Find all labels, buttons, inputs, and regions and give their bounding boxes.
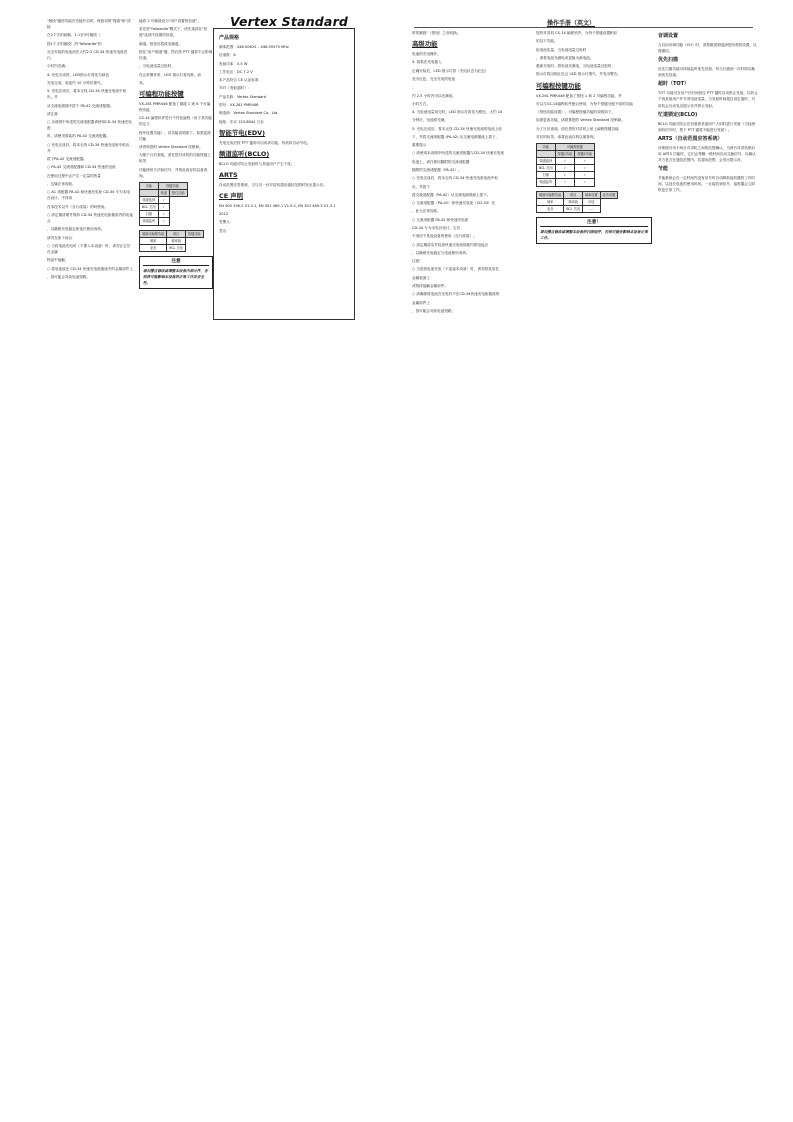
right-key-function-table [536,143,595,187]
table-header-cell: 项目 [167,230,186,237]
key-function-table [139,182,188,226]
feature-text: 优先扫描功能可持续监听优先信道，每当扫描到一次时即切换到优先信道。 [658,67,756,78]
paragraph: 低电池电量，当电池电量过低时 [536,47,587,52]
right-col2-paragraphs [536,30,652,78]
paragraph: TOT（发射超时）： [219,86,252,91]
paragraph: 在正常操作时，LED 指示灯将闪烁，而 [139,72,202,77]
table-cell: 可选 [582,198,600,205]
channel-program-table [139,230,204,252]
table-header-cell: 按键功能 [158,182,187,189]
paragraph: 工作电压：DC 7.2 V [219,69,253,74]
paragraph: ，当电池电量过低时， [139,64,175,69]
paragraph: 注意！ [412,259,423,264]
paragraph: 拔下PA-42 交流适配器。 [47,157,88,162]
paragraph: 金属表面上 [412,275,430,280]
table-header-cell: 按键1功能 [555,151,575,158]
table-cell: 频率值 [167,237,186,244]
paragraph: 发射功率：0.5 W [219,61,248,66]
feature-heading: 音调设置 [658,33,679,39]
paragraph: 变为红色，完全充电的电池 [412,76,456,81]
feature-heading: 优先扫描 [658,57,679,64]
paragraph: 您的对讲机 CS-14 编程软件，为每个按键设置相应 [536,31,618,35]
table-cell: 频率值 [564,198,583,205]
feature-text: BCLO 功能可防止在信道被其他用户占用时进行发射（当检测到有信号时，按下 PTT 键将不能进行发射）。 [658,121,756,132]
paragraph: 请注意： [47,111,62,116]
feature-text: EN 300 296-2 V1.3.1, EN 301 489-1 V1.9.2, EN 301 489-5 V1.3.1 [219,203,336,208]
paragraph: 本产品符合 CE 认证标准 [219,78,259,83]
paragraph: ○ 当将电池充电时（不要入本设备）时，请勿让它们在金属 [47,243,131,254]
paragraph: 指示灯将闪烁红色且 LED 指示灯熄灭，并发出警告。 [536,72,621,77]
paragraph: ○ 请定期清洁并检查快速充电座插座内的电接点 [412,242,489,247]
feature-text: BCLO 功能可防止发射时与其他用户产生干扰。 [219,161,295,166]
paragraph: 在2个字的间隔，1.1至3号频段（ [47,33,101,38]
table-header-cell [537,151,556,158]
notice-box [139,256,213,289]
table-header-cell: 按住功能 [169,190,187,197]
section-title-programmable-buttons: 可编程按键功能 [536,81,581,90]
paragraph: ○ 请使用本说明中所述的交流适配器与CD-34 快速充电座 [412,151,505,156]
table-cell: BCL 关闭 [140,204,159,211]
right-column-2 [536,30,652,248]
right-col1-paragraphs [412,51,530,314]
signature-label: 签名： [219,228,230,233]
table-cell: 扫描 [140,211,159,218]
table-row [140,237,204,244]
table-row [537,198,618,205]
vertex-standard-logo: Vertex Standard [230,14,349,29]
spec-title: 产品规格 [219,35,240,41]
table-cell: BCL 关闭 [537,165,556,172]
paragraph: 频道。按扭后将改变频道。 [139,41,183,46]
table-cell: ✓ [555,165,575,172]
spec-paragraphs [219,44,349,125]
table-header-cell: 按键2功能 [575,151,595,158]
table-cell: 频率 [537,198,564,205]
table-header-cell [140,190,159,197]
paragraph: ，以确保充电稳定和延长使用寿命。 [47,227,105,232]
table-cell: BCL 关闭 [564,205,583,212]
paragraph: 从交流电源插中拔下 PA-42 交流适配器。 [47,103,114,108]
paragraph: 在使用过程中会产生一定量的热量 [47,173,101,178]
feature-text: 当启用音调功能（CH）时，请按照说明选择您所需的设置，以便通话。 [658,43,757,54]
left-column-1 [47,18,133,282]
paragraph: 3. 如果在充电插入 [412,60,442,65]
paragraph: 信道数：8 [219,53,236,58]
notice-body: 请勿擅自修改或调整本设备内部元件，否则将可能影响本设备的正常工作及安全性。 [143,268,208,286]
table-cell: 频道选择 [140,197,159,204]
paragraph: 重新充电时，将电池充满电，当电池电量过低时， [536,64,616,69]
right-notice-title: 注意！ [540,220,648,227]
paragraph: 功能使用方法和信号，并将此表存档以备查询。 [139,167,208,178]
paragraph: 产品名称：Vertex Standard [219,94,267,99]
right-page-title: 操作手册（英文） [547,20,596,27]
paragraph: 将交流适配器（PA-42）从交流电源插座上拔下。 [412,192,491,197]
table-header-cell: 按键功能 [185,230,203,237]
paragraph: 4. 当电池电量用完时，LED 指示灯将变为橙色，大约 10 [412,110,503,115]
paragraph: ，这属正常现象。 [47,181,76,186]
section-title-advanced: 高级功能 [412,40,438,49]
paragraph: 能将 2 号频道设为"用户设置的信道"。 [139,19,201,23]
table-cell: 频道选择 [537,158,556,165]
paragraph: 正确安装后，LED 指示灯将（充电状态为红色） [412,68,489,73]
paragraph: 时，请使用原装的 PA-42 交流适配器。 [47,134,110,139]
paragraph: ○ 交流适配器（PA-42）和快速充电座（CD-34）在 [412,201,496,206]
table-row [537,165,595,172]
paragraph: ，因可能会导致电池短路。 [47,274,91,279]
paragraph: ○ AC 适配器 PA-42 和快速充电座 CD-34 专为本电台设计，不得用 [47,190,130,201]
table-cell: ✓ [555,172,575,179]
paragraph: 充电完成，电池约 10 分钟后熄灭。 [47,80,105,85]
paragraph: 金属部件上 [412,300,430,305]
table-row [537,179,595,186]
table-header-cell: 可编程按键 [555,144,595,151]
feature-text: 充电完成后按 PTT 键即可启用该功能，待机时自动节电。 [219,140,311,145]
paragraph: 5. 充电完成后，将本无线 CD-34 快速充电座的电池上取 [412,126,502,131]
paragraph: 5. 充电完成后，将本无线 CD-34 快速充电座中取出，并 [47,89,127,100]
paragraph: 按1个字的频段）的"fallowrite"的 [47,41,102,46]
paragraph: 小时左右。 [412,101,430,106]
paragraph: 具。 [139,80,147,85]
paragraph: ○ 交流适配器 PA-42 和快速充电座 [412,217,469,222]
paragraph: 出，并拔下 [412,184,430,189]
table-cell: --- [582,205,600,212]
paragraph: ○ 将电池放在 CD-34 快速充电座插座中的金属部件上 [47,266,133,271]
right-column-1 [412,30,530,316]
paragraph: 重要提示 [412,143,427,148]
table-row [537,205,618,212]
right-col1-intro: 时的频段"（按钮）之前切换。 [412,31,461,35]
right-notice-box [536,217,652,244]
table-cell: ✓ [158,197,169,204]
table-cell: ✓ [158,218,169,225]
table-cell: 亚音 [537,205,564,212]
table-row [537,172,595,179]
feature-text: 节能系统会在一定时间内没有信号时自动降低接收器的工作时间，以延长电池的使用时间。一旦接收到信号，接收器会立即恢复正常工作。 [658,176,756,193]
table-cell: ✓ [158,204,169,211]
paragraph: 可以与CS-14编程软件配合使用，为每个按键分配不同的功能 [536,101,633,106]
left-column-2 [139,18,213,293]
paragraph: 型号：VX-261 PMR446 [219,102,259,107]
paragraph: ○ 请定期清理并保持 CD-34 快速充电座插座内的电接点 [47,212,133,223]
table-header-cell: 功能 [140,182,159,189]
table-header-cell: 功能 [537,144,556,151]
table-row [140,244,204,251]
table-cell: ✓ [555,158,575,165]
paragraph: 电池上，请仅使用随附的交流适配器 [412,159,470,164]
paragraph: 请勿在如下场合： [47,235,76,240]
table-header-cell: 项目 [564,191,583,198]
paragraph: ○ 充电完成后，将本无线 CD-34 快速充电座电池中取 [412,176,498,181]
paragraph: 如需更改功能，请联系您的 Vertex Standard 经销商。 [536,118,625,123]
table-row [140,211,188,218]
paragraph: 对应的标签，请将此表存档以便查询。 [536,134,598,139]
feature-heading: 节能 [658,166,669,173]
right-col2-section-paragraphs [536,93,652,141]
table-cell: BCL 关闭 [167,244,186,251]
paragraph: ，此为正常现象。 [412,209,441,214]
paragraph: 随附的交流适配器（PA-42）。 [412,168,462,173]
paragraph: 或物体接触金属部件。 [412,283,448,288]
feature-heading: ARTS [219,170,238,179]
table-row [140,204,188,211]
paragraph: 程序设置功能），其功能说明如下。如果更改功能 [139,130,211,141]
paragraph: ， [412,85,416,90]
title-divider [414,27,753,28]
feature-heading: 频道监听(BCLO) [219,149,270,158]
paragraph: 制造商：Vertex Standard Co., Ltd. [219,111,279,116]
paragraph: 完全安装的电池请在大约2.5 CD-34 快速充电座进行。 [47,49,128,61]
table-header-cell: 频率设置 [582,191,600,198]
table-cell: ✓ [575,172,595,179]
paragraph: 请咨询您的 Vertex Standard 经销商。 [139,145,203,150]
paragraph: VX-261 PMR446 配备了频道 1 到 8 个可编程功能 [139,101,211,113]
feature-heading: 超时（TOT） [658,81,690,88]
table-cell: ✓ [575,179,595,186]
table-header-cell: 亚音设置 [600,191,618,198]
table-row [140,197,188,204]
table-cell: 频率 [140,237,167,244]
left-col2-section-paragraphs [139,101,213,179]
paragraph: 在本技术以外（自行改装）的时使用。 [47,204,109,209]
paragraph: 物品中接触， [47,258,69,263]
paragraph: 分钟后，电池将充满。 [412,118,448,123]
table-header-cell: 频道 [158,190,169,197]
feature-heading: CE 声明 [219,191,244,200]
year-label: 2012 [219,212,229,217]
table-cell: ✓ [575,158,595,165]
paragraph: ○ 请确保将电池在充电时不在CD-34快速充电座插座的 [412,292,500,297]
feature-text: 自动范围应答系统，当与另一台对讲机超出通信范围时发出提示音。 [219,182,327,187]
paragraph: 约 2.5 小时内可以充满电。 [412,93,456,98]
table-header-cell: 频道可编程功能 [537,191,564,198]
table-cell: 频道监听 [140,218,159,225]
table-row [140,218,188,225]
paragraph: CS-14 编程软件进行个性化编程（用于其功能的定义 [139,116,212,127]
table-cell: ✓ [158,211,169,218]
paragraph: （按钮功能设置）。可编程按键功能的说明如下， [536,110,616,115]
paragraph: 的以下功能。 [536,39,558,44]
table-cell: ✓ [555,179,575,186]
paragraph: 若在进"fallowrite"模式下，请先选择在"信道"选项中设置的信道， [139,27,208,38]
feature-heading: 智能节电(EDV) [219,128,266,137]
feature-heading: 忙道锁定(BCLO) [658,111,698,118]
table-header-cell: 频道可编程功能 [140,230,167,237]
paragraph: 地址：东京 153-8644 日本 [219,119,264,124]
paragraph: 按住"用户频道"键，然后按 PTT 键将不会影响信道。 [139,49,213,61]
paragraph: 4. 充电完成时，LED指示灯将变为绿色 [47,72,109,77]
table-cell: 频道监听 [537,179,556,186]
signatory-label: 签署人： [219,220,234,225]
table-cell: ✓ [575,165,595,172]
paragraph: "频段"键再功能在功能开启时，保留项的"搜索"和"清除 [47,19,131,30]
paragraph: CD-34 专为本电台设计，它们 [412,226,461,230]
table-cell: 扫描 [537,172,556,179]
paragraph: 下，并将交流适配器 (PA-42) 从交流电源插座上拔下。 [412,134,500,139]
feature-text: 该系统可用于两台对讲机之间的范围确认，当两台对讲机都启用 ARTS 功能时，它们会每隔一段时间自动交换信号，以确认对方是否在通信范围内。若超出范围，会发出提示音。 [658,145,756,163]
paragraph: ○ 当您将电池充电（不连接本设备）时，请勿将其放在 [412,267,499,272]
left-col2-paragraphs [139,18,213,86]
right-channel-program-table [536,191,618,213]
paragraph: ，请将电池充满电或更换为新电池。 [536,55,594,60]
section-title-programmable-keys: 可编程功能按键 [139,89,184,98]
feature-heading: ARTS（自动范围应答系统） [658,135,723,142]
paragraph: VX-261 PMR446 配备了按钮 1 和 2 可编程功能，并 [536,93,622,98]
paragraph: 为便于日后查阅，请在您对讲机的功能按键上贴签 [139,153,211,164]
notice-title: 注意 [143,259,209,266]
paragraph: ○ 本说明中所述的交流适配器请使用CD-34 快速充电座 [47,120,132,131]
left-column-3 [219,32,349,236]
paragraph: 小时内充满。 [47,64,69,69]
paragraph: ○ PA-42 交流适配器和 CD-34 快速充电座 [47,165,116,170]
feature-list [219,129,349,209]
paragraph: ○ 充电完成后，将本无线 CD-34 快速充电座中取出，并 [47,142,133,153]
right-column-3 [658,30,758,196]
paragraph: ，以确保充电稳定与电池使用寿命。 [412,250,470,255]
paragraph: 频率范围：446.00625 – 446.09375 MHz [219,45,289,49]
paragraph: 电池的充电操作。 [412,52,441,57]
feature-text: TOT 功能可在用户长时间按住 PTT 键时自动停止发射，以防止干扰其他用户并节省电池电量，当发射时间超过设定值时，对讲机会自动发出提示音并停止发射。 [658,91,758,108]
right-notice-body: 请勿擅自修改或调整本设备的内部组件，否则可能会影响本设备正常工作。 [540,229,648,241]
paragraph: 不适用于其他设备的使用（自行改装）。 [412,234,477,239]
table-cell: 亚音 [140,244,167,251]
paragraph: 为了日后查阅，请在您的对讲机上贴上编程按键功能 [536,126,619,131]
table-row [537,158,595,165]
paragraph: ，因可能会导致电池短路。 [412,308,456,313]
